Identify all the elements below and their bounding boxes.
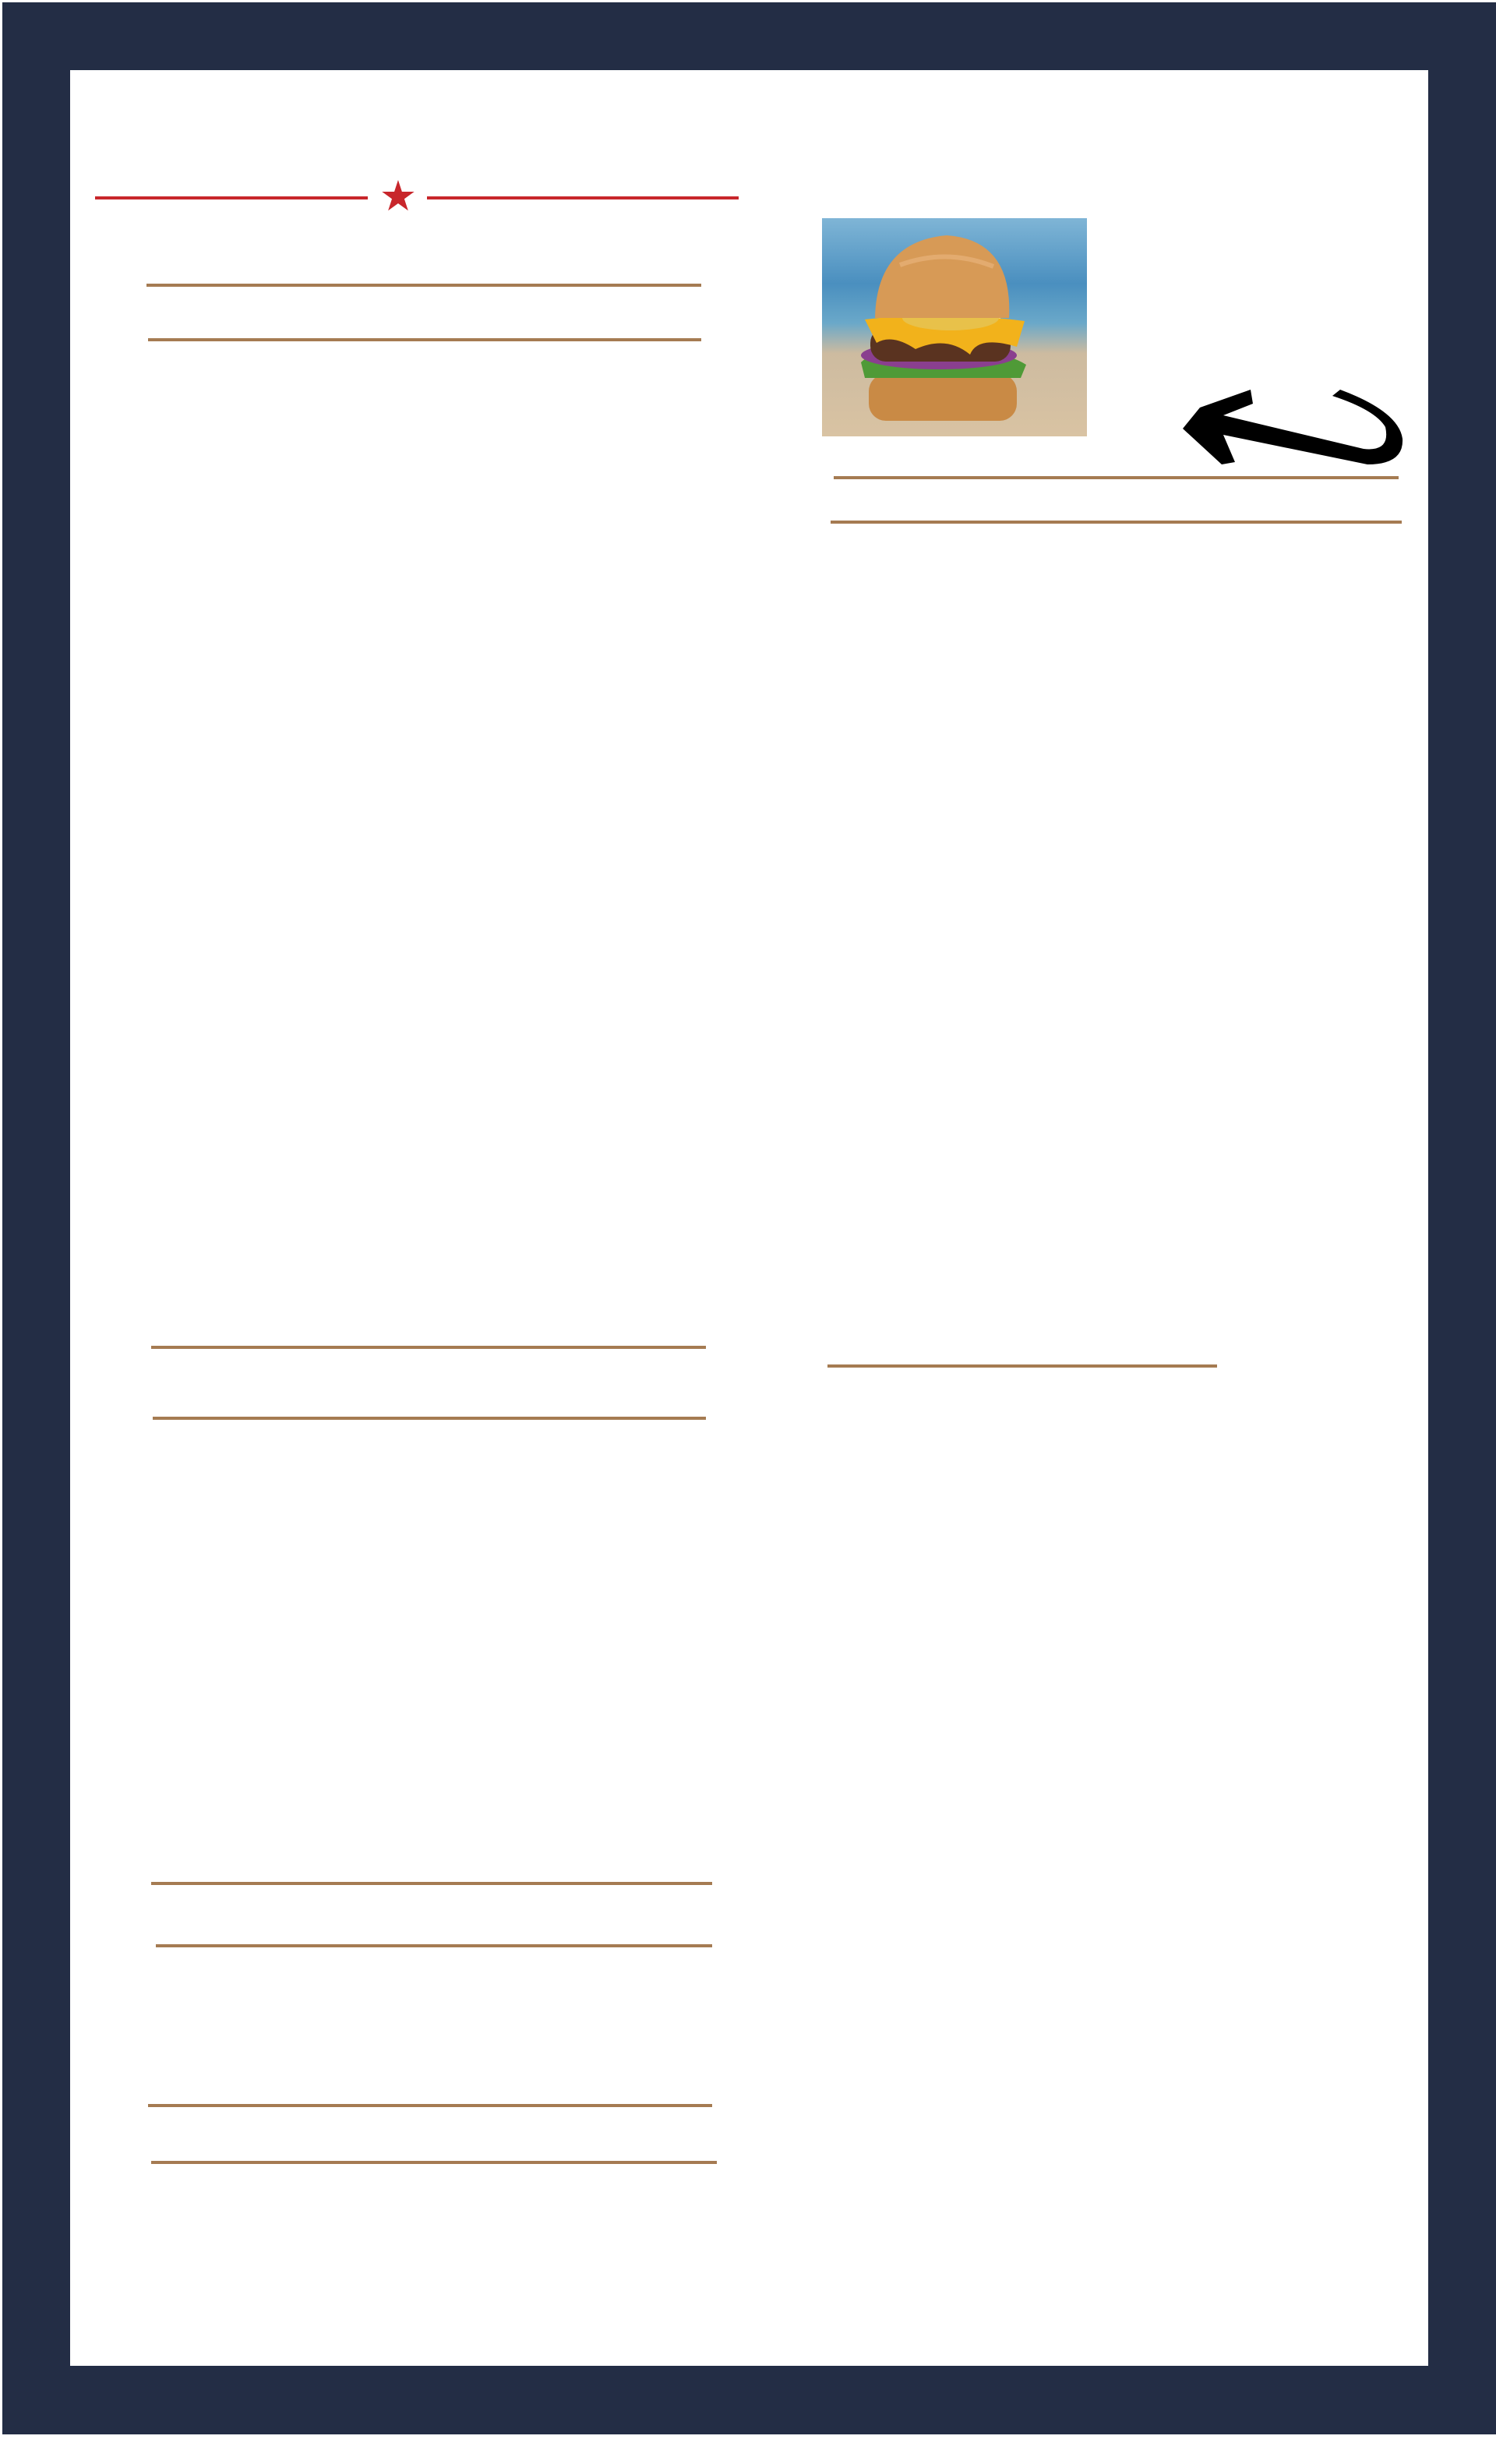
hawaiian-burger-photo xyxy=(822,218,1087,436)
section-rule xyxy=(831,521,1402,524)
section-rule xyxy=(148,338,701,341)
section-rule xyxy=(827,1364,1217,1368)
burger-illustration xyxy=(822,218,1087,436)
section-rule xyxy=(148,2104,712,2107)
section-rule xyxy=(153,1417,706,1420)
red-divider-right xyxy=(427,196,739,199)
section-rule xyxy=(151,1882,712,1885)
section-rule xyxy=(156,1944,712,1947)
section-rule xyxy=(834,476,1399,479)
section-rule xyxy=(151,2161,717,2164)
section-rule xyxy=(146,284,701,287)
red-divider-left xyxy=(95,196,368,199)
curved-arrow-left-icon xyxy=(1177,380,1410,474)
section-rule xyxy=(151,1346,706,1349)
star-icon: ★ xyxy=(379,173,418,220)
